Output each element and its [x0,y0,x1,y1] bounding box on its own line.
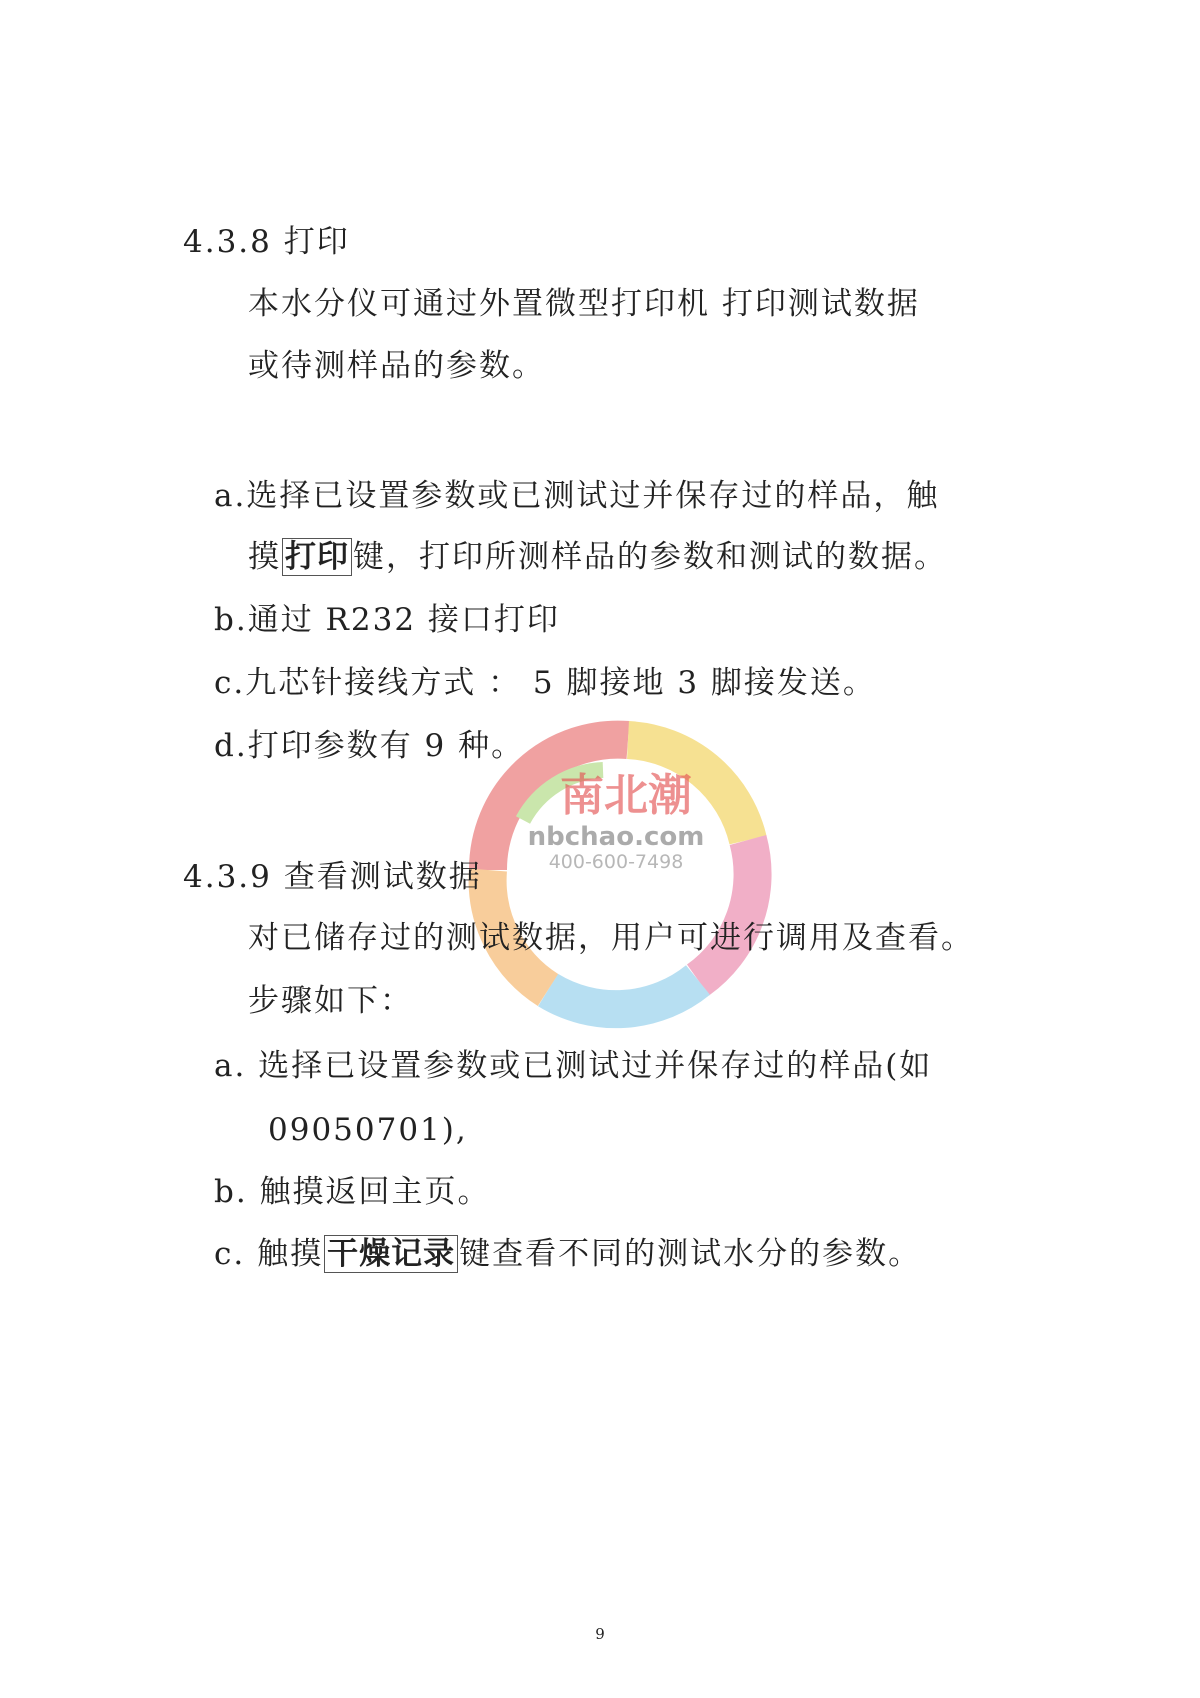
print-key-label: 打印 [282,538,352,576]
paragraph-line: 步骤如下： [248,983,413,1019]
list-item-c [214,1234,921,1274]
paragraph-line: 对已储存过的测试数据，用户可进行调用及查看。 [248,920,974,956]
section-heading-4-3-8: 4.3.8 打印 [183,224,350,260]
text-segment: 键，打印所测样品的参数和测试的数据。 [353,539,947,575]
text-segment: 键查看不同的测试水分的参数。 [459,1236,922,1272]
text-segment: c. 触摸 [214,1236,324,1272]
paragraph-line: 本水分仪可通过外置微型打印机 打印测试数据 [248,286,920,322]
list-item-a-continued: 09050701), [268,1112,468,1148]
page-number: 9 [595,1625,605,1643]
list-item-a: a.选择已设置参数或已测试过并保存过的样品，触 [214,478,940,514]
list-item-d: d.打印参数有 9 种。 [214,728,525,764]
list-item-c: c.九芯针接线方式 ： 5 脚接地 3 脚接发送。 [214,665,876,701]
section-heading-4-3-9: 4.3.9 查看测试数据 [183,859,482,895]
list-item-a: a. 选择已设置参数或已测试过并保存过的样品(如 [214,1048,933,1084]
watermark-site: nbchao.com [527,822,705,852]
paragraph-line: 或待测样品的参数。 [248,348,545,384]
watermark-brand: 南北潮 [560,770,692,821]
list-item-b: b.通过 R232 接口打印 [214,602,560,638]
dry-record-key-label: 干燥记录 [324,1235,458,1273]
watermark-phone: 400-600-7498 [548,851,684,873]
list-item-b: b. 触摸返回主页。 [214,1174,491,1210]
text-segment: 摸 [248,539,281,575]
list-item-a-continued [248,537,947,577]
